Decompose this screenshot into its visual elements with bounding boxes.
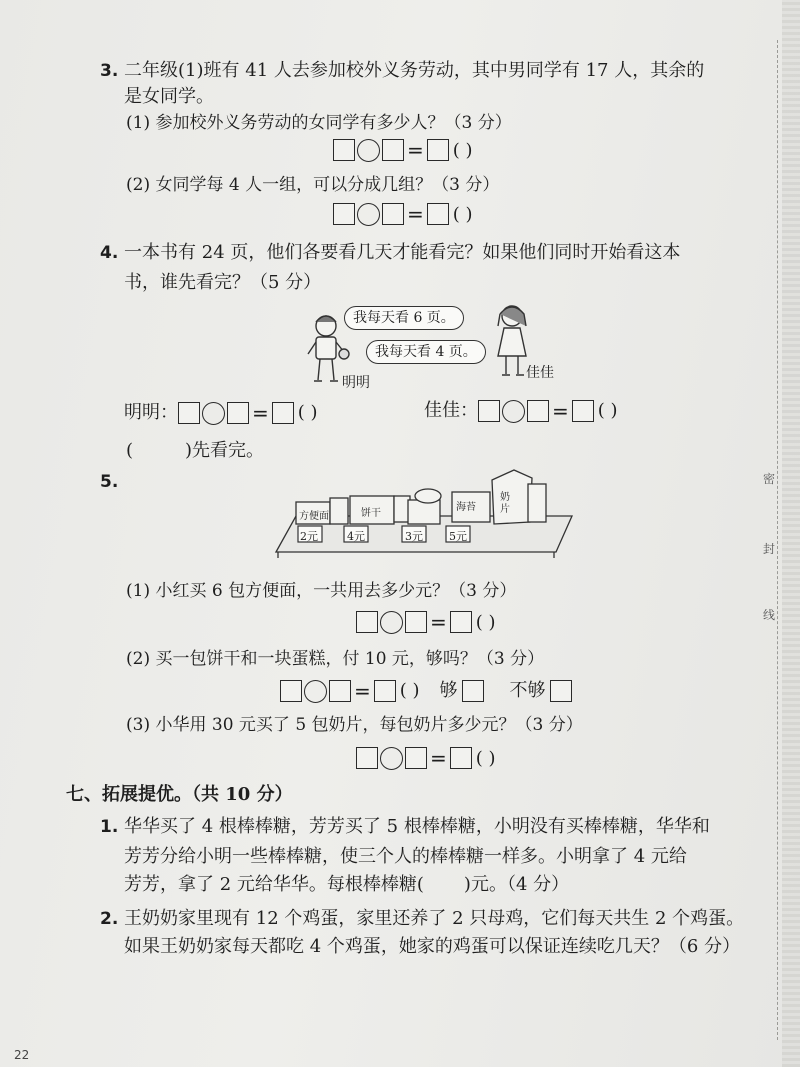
- operator-circle[interactable]: [380, 611, 403, 634]
- name-jiajia: 佳佳: [526, 365, 554, 381]
- page-number: 22: [14, 1048, 30, 1062]
- seal-char-3: 线: [763, 608, 776, 622]
- q3-number: 3.: [100, 61, 119, 81]
- answer-box[interactable]: [405, 611, 427, 633]
- unit-blank[interactable]: ( ): [452, 139, 473, 161]
- answer-box[interactable]: [382, 139, 404, 161]
- operator-circle[interactable]: [357, 203, 380, 226]
- name-mingming: 明明: [342, 375, 370, 391]
- not-enough-label: 不够: [509, 680, 546, 701]
- price-cake: 3元: [405, 530, 423, 543]
- answer-box[interactable]: [478, 400, 500, 422]
- q5-part3: (3) 小华用 30 元买了 5 包奶片，每包奶片多少元？（3 分）: [126, 715, 583, 735]
- operator-circle[interactable]: [502, 400, 525, 423]
- operator-circle[interactable]: [304, 680, 327, 703]
- seal-char-2: 封: [763, 542, 776, 556]
- answer-box[interactable]: [572, 400, 594, 422]
- answer-box[interactable]: [405, 747, 427, 769]
- q4-equation-mingming: 明明： = ( ): [124, 401, 318, 425]
- item-milk-tablets: 奶片: [500, 492, 510, 515]
- answer-box[interactable]: [333, 139, 355, 161]
- answer-box[interactable]: [272, 402, 294, 424]
- q3-line2: 是女同学。: [124, 86, 214, 107]
- not-enough-checkbox[interactable]: [550, 680, 572, 702]
- enough-label: 够: [439, 680, 458, 701]
- section7-title: 七、拓展提优。（共 10 分）: [66, 784, 293, 805]
- unit-blank[interactable]: ( ): [475, 611, 496, 633]
- answer-box[interactable]: [427, 139, 449, 161]
- answer-box[interactable]: [280, 680, 302, 702]
- unit-blank[interactable]: ( ): [297, 402, 318, 423]
- answer-box[interactable]: [356, 611, 378, 633]
- answer-box[interactable]: [329, 680, 351, 702]
- q5-part1: (1) 小红买 6 包方便面，一共用去多少元？（3 分）: [126, 581, 517, 601]
- q3-text1: 二年级(1)班有 41 人去参加校外义务劳动，其中男同学有 17 人，其余的: [124, 60, 705, 81]
- answer-box[interactable]: [527, 400, 549, 422]
- enough-checkbox[interactable]: [462, 680, 484, 702]
- answer-box[interactable]: [427, 203, 449, 225]
- unit-blank[interactable]: ( ): [399, 680, 420, 701]
- answer-box[interactable]: [333, 203, 355, 225]
- q4-finish: ( )先看完。: [126, 440, 265, 461]
- s7-q2-line2: 如果王奶奶家每天都吃 4 个鸡蛋，她家的鸡蛋可以保证连续吃几天？（6 分）: [124, 936, 741, 957]
- q3-part1: (1) 参加校外义务劳动的女同学有多少人？（3 分）: [126, 113, 512, 133]
- price-instant-noodles: 2元: [300, 530, 318, 543]
- s7-q1-line2: 芳芳分给小明一些棒棒糖，使三个人的棒棒糖一样多。小明拿了 4 元给: [124, 846, 687, 867]
- q4-number: 4.: [100, 243, 119, 263]
- unit-blank[interactable]: ( ): [452, 203, 473, 225]
- q3-part2: (2) 女同学每 4 人一组，可以分成几组？（3 分）: [126, 175, 500, 195]
- page-edge: [782, 0, 800, 1067]
- price-seaweed: 5元: [449, 530, 467, 543]
- q4-equation-jiajia: 佳佳： = ( ): [424, 399, 618, 423]
- q5-equation3: = ( ): [356, 746, 496, 770]
- operator-circle[interactable]: [202, 402, 225, 425]
- q4-line1: 4. 一本书有 24 页，他们各要看几天才能看完？如果他们同时开始看这本: [100, 242, 681, 263]
- q4-line2: 书，谁先看完？（5 分）: [124, 272, 322, 293]
- answer-box[interactable]: [178, 402, 200, 424]
- unit-blank[interactable]: ( ): [597, 400, 618, 421]
- item-biscuits: 饼干: [361, 508, 381, 519]
- operator-circle[interactable]: [380, 747, 403, 770]
- item-instant-noodles: 方便面: [299, 511, 329, 522]
- s7-q1-line3: 芳芳，拿了 2 元给华华。每根棒棒糖( )元。（4 分）: [124, 874, 570, 895]
- q3-equation2: = ( ): [333, 202, 473, 226]
- s7-q2-line1: 2. 王奶奶家里现有 12 个鸡蛋，家里还养了 2 只母鸡，它们每天共生 2 个鸡蛋。: [100, 908, 745, 929]
- answer-box[interactable]: [356, 747, 378, 769]
- q5-number: 5.: [100, 472, 119, 492]
- seal-line: [777, 40, 779, 1040]
- answer-box[interactable]: [227, 402, 249, 424]
- q5-equation1: = ( ): [356, 610, 496, 634]
- operator-circle[interactable]: [357, 139, 380, 162]
- s7-q1-line1: 1. 华华买了 4 根棒棒糖，芳芳买了 5 根棒棒糖，小明没有买棒棒糖，华华和: [100, 816, 710, 837]
- bubble-mingming: 我每天看 6 页。: [344, 306, 464, 330]
- q3-line1: [100, 58, 704, 84]
- answer-box[interactable]: [450, 611, 472, 633]
- q5-equation2: = ( ) 够 不够: [280, 678, 572, 704]
- seal-char-1: 密: [763, 472, 776, 486]
- unit-blank[interactable]: ( ): [475, 747, 496, 769]
- answer-box[interactable]: [382, 203, 404, 225]
- price-biscuits: 4元: [347, 530, 365, 543]
- answer-box[interactable]: [450, 747, 472, 769]
- item-seaweed: 海苔: [456, 502, 476, 513]
- bubble-jiajia: 我每天看 4 页。: [366, 340, 486, 364]
- answer-box[interactable]: [374, 680, 396, 702]
- girl-figure: [498, 306, 526, 375]
- q5-part2: (2) 买一包饼干和一块蛋糕，付 10 元，够吗？（3 分）: [126, 649, 545, 669]
- q3-equation1: = ( ): [333, 138, 473, 162]
